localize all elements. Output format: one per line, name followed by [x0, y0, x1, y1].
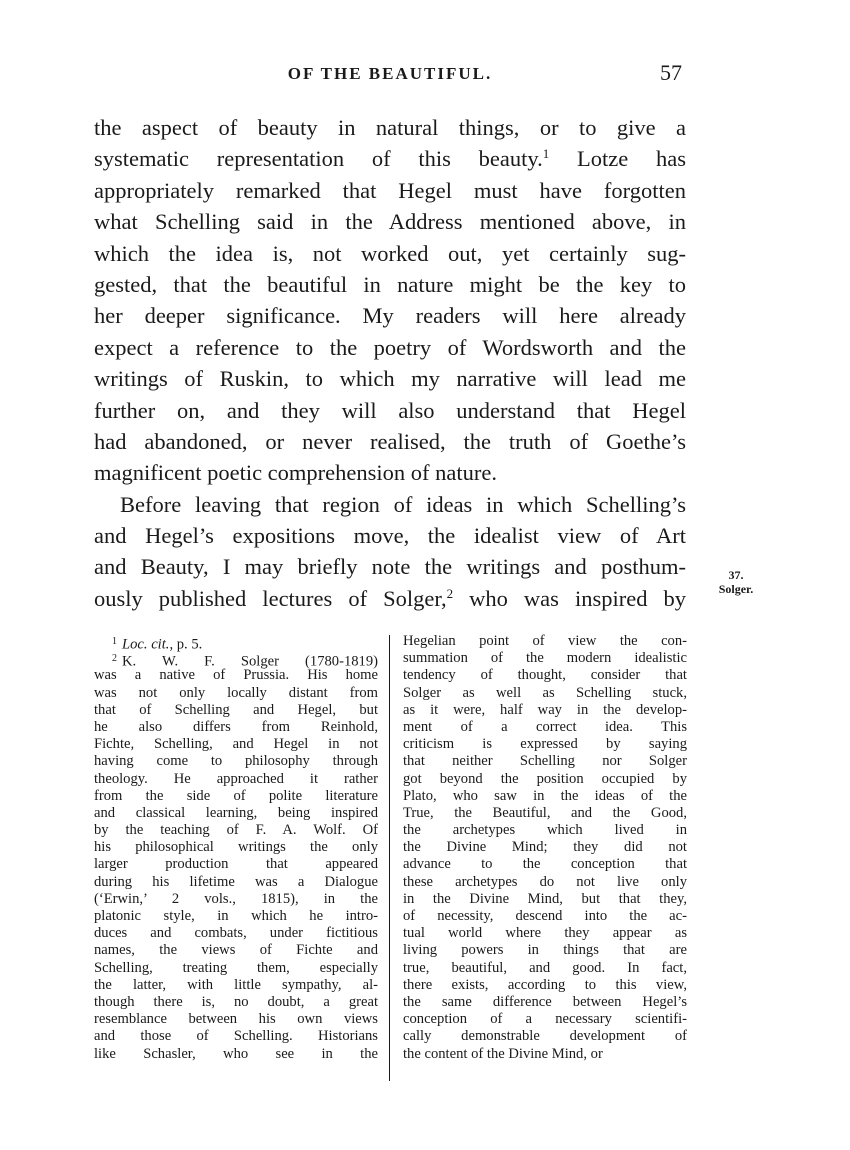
footnote-ref: 2 — [446, 586, 454, 602]
footnote-line: having come to philosophy through — [94, 753, 378, 770]
footnote-line: criticism is expressed by saying — [403, 736, 687, 753]
footnote-line: the Divine Mind; they did not — [403, 839, 687, 856]
footnote-line: (‘Erwin,’ 2 vols., 1815), in the — [94, 890, 378, 907]
footnote-line: the archetypes which lived in — [403, 822, 687, 839]
text-line: and Hegel’s expositions move, the idealist view of Art — [94, 523, 686, 549]
footnote-line: Hegelian point of view the con- — [403, 633, 687, 649]
footnote-line: summation of the modern idealistic — [403, 650, 687, 667]
footnote-1: $^1$ Loc. cit., p. 5. — [112, 636, 203, 653]
page-header — [94, 60, 686, 90]
footnote-line: as it were, half way in the develop- — [403, 701, 687, 718]
text-line: further on, and they will also understand that Hegel — [94, 397, 686, 423]
footnote-line: Fichte, Schelling, and Hegel in not — [94, 736, 378, 753]
footnote-line: true, beautiful, and good. In fact, — [403, 959, 687, 976]
footnote-line: and those of Schelling. Historians — [94, 1028, 378, 1045]
text-line: expect a reference to the poetry of Wordsworth and the — [94, 334, 686, 360]
footnote-line: the content of the Divine Mind, or — [403, 1045, 603, 1062]
footnote-line: $^2$ K. W. F. Solger (1780-1819) — [112, 653, 378, 670]
footnote-line: larger production that appeared — [94, 856, 378, 873]
footnote-line: was not only locally distant from — [94, 684, 378, 701]
footnote-line: the same difference between Hegel’s — [403, 993, 687, 1010]
footnote-line: of necessity, descend into the ac- — [403, 908, 687, 924]
text-line: appropriately remarked that Hegel must have forgotten — [94, 177, 686, 203]
footnote-line: got beyond the position occupied by — [403, 770, 687, 787]
footnote-column-left — [94, 633, 378, 1063]
footnote-line: resemblance between his own views — [94, 1011, 378, 1028]
text-line: Before leaving that region of ideas in which Schelling’s — [120, 491, 686, 517]
footnote-line: in the Divine Mind, but that they, — [403, 890, 687, 907]
footnote-line: platonic style, in which he intro- — [94, 908, 378, 924]
text-line: gested, that the beautiful in nature might be the key to — [94, 271, 686, 297]
footnote-line: the latter, with little sympathy, al- — [94, 976, 378, 993]
footnote-line: his philosophical writings the only — [94, 839, 378, 856]
text-line: her deeper significance. My readers will here already — [94, 303, 686, 329]
footnote-line: conception of a necessary scientifi- — [403, 1011, 687, 1028]
footnotes — [94, 633, 686, 1093]
footnote-column-right — [403, 633, 687, 1063]
footnote-line: advance to the conception that — [403, 856, 687, 873]
footnote-line: like Schasler, who see in the — [94, 1045, 378, 1062]
text-line: had abandoned, or never realised, the truth of Goethe’s — [94, 428, 686, 454]
footnote-line: he also differs from Reinhold, — [94, 718, 378, 735]
footnote-line: Plato, who saw in the ideas of the — [403, 787, 687, 804]
footnote-line: cally demonstrable development of — [403, 1028, 687, 1045]
column-divider — [389, 635, 390, 1081]
text-line: systematic representation of this beauty.$^1$ Lotze has — [94, 146, 686, 172]
footnote-line: Schelling, treating them, especially — [94, 959, 378, 976]
footnote-line: tual world where they appear as — [403, 925, 687, 942]
page-number: 57 — [660, 60, 682, 85]
footnote-line: duces and combats, under fictitious — [94, 925, 378, 942]
text-line: what Schelling said in the Address mentioned above, in — [94, 209, 686, 235]
footnote-line: ment of a correct idea. This — [403, 718, 687, 735]
footnote-line: tendency of thought, consider that — [403, 667, 687, 684]
footnote-line: was a native of Prussia. His home — [94, 667, 378, 684]
footnote-mark: 2 — [112, 653, 117, 665]
footnote-mark: 1 — [112, 636, 117, 647]
margin-note-label: Solger. — [718, 582, 754, 596]
text-line: ously published lectures of Solger,$^2$ who was inspired by — [94, 585, 686, 611]
text-line: and Beauty, I may briefly note the writings and posthum- — [94, 554, 686, 580]
footnote-line: from the side of polite literature — [94, 787, 378, 804]
footnote-line: and classical learning, being inspired — [94, 804, 378, 821]
footnote-line: names, the views of Fichte and — [94, 942, 378, 959]
footnote-line: theology. He approached it rather — [94, 770, 378, 787]
main-text — [94, 112, 686, 614]
running-title: OF THE BEAUTIFUL. — [287, 64, 493, 83]
footnote-line: that neither Schelling nor Solger — [403, 753, 687, 770]
text-line: writings of Ruskin, to which my narrative will lead me — [94, 366, 686, 392]
footnote-line: by the teaching of F. A. Wolf. Of — [94, 822, 378, 839]
text-line: which the idea is, not worked out, yet certainly sug- — [94, 240, 686, 266]
footnote-line: though there is, no doubt, a great — [94, 993, 378, 1010]
footnote-line: these archetypes do not live only — [403, 873, 687, 890]
text-line: magnificent poetic comprehension of nature. — [94, 460, 497, 486]
footnote-ref: 1 — [542, 146, 550, 162]
text-line: the aspect of beauty in natural things, or to give a — [94, 115, 686, 140]
footnote-line: True, the Beautiful, and the Good, — [403, 804, 687, 821]
margin-note — [716, 568, 756, 596]
footnote-line: there exists, according to this view, — [403, 976, 687, 993]
footnote-line: Solger as well as Schelling stuck, — [403, 684, 687, 701]
margin-note-number: 37. — [728, 568, 744, 582]
footnote-line: living powers in things that are — [403, 942, 687, 959]
footnote-line: during his lifetime was a Dialogue — [94, 873, 378, 890]
footnote-line: that of Schelling and Hegel, but — [94, 701, 378, 718]
